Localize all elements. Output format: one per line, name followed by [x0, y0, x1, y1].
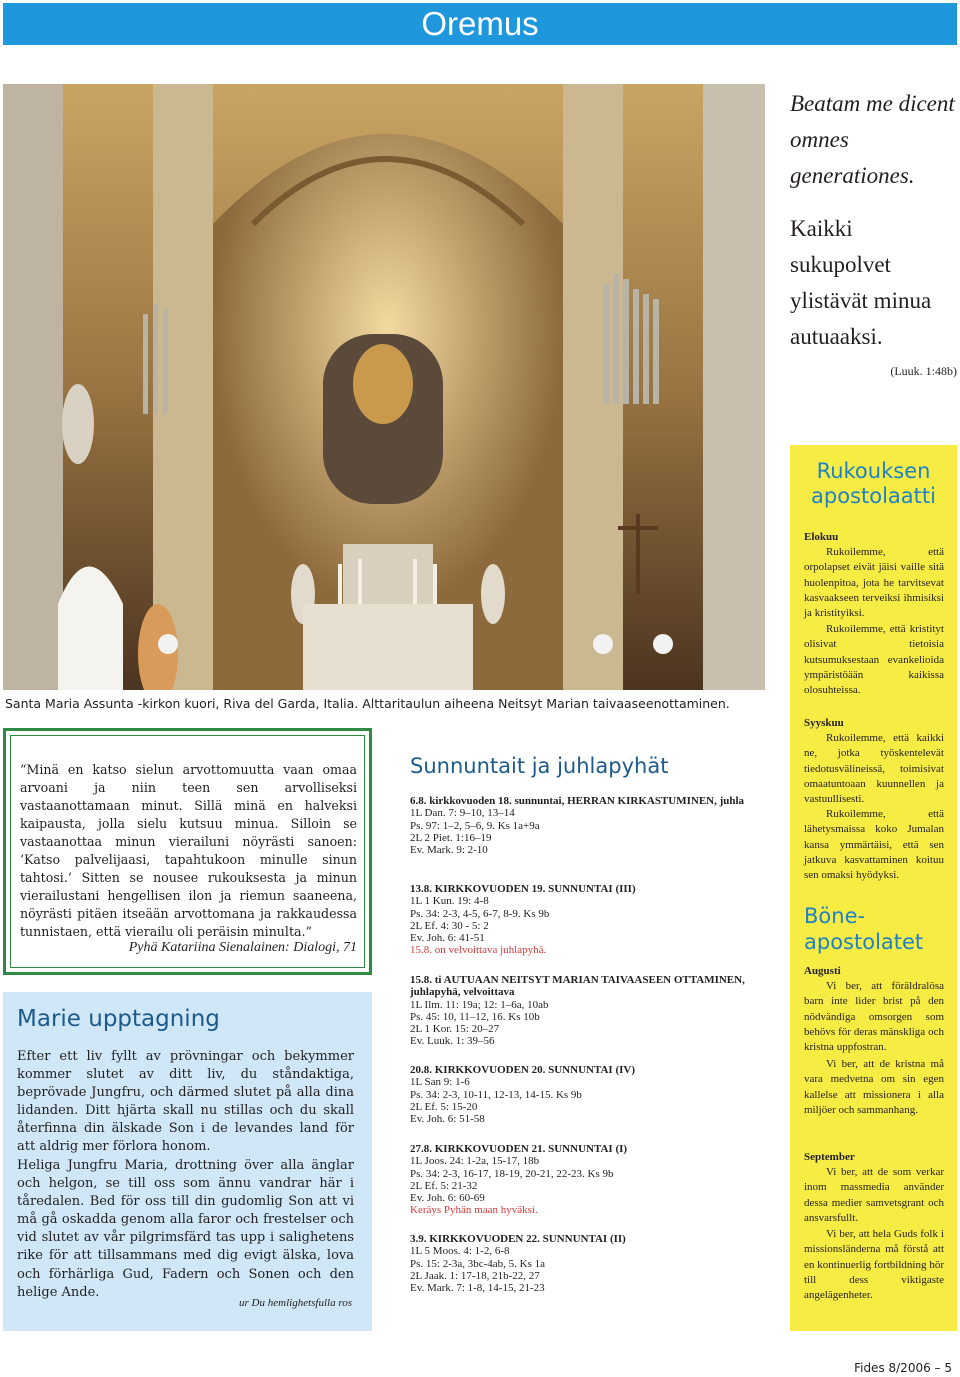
sidebar-paragraph: Rukoilemme, että orpolapset eivät jäisi vaille sitä huolenpitoa, jota he tarvitsevat kasvaakseen terveiksi ihmisiksi ja kristityiksi.	[804, 546, 944, 620]
reading-line: 2L Ef. 5: 15-20	[410, 1100, 478, 1113]
reading-line: Ev. Mark. 7: 1-8, 14-15, 21-23	[410, 1282, 545, 1295]
sunday-block	[410, 1143, 760, 1217]
sundays-title: Sunnuntait ja juhlapyhät	[410, 754, 669, 778]
reading-line: 2L Ef. 5: 21-32	[410, 1179, 478, 1192]
sunday-heading: 20.8. KIRKKOVUODEN 20. SUNNUNTAI (IV)	[410, 1064, 636, 1076]
sidebar-paragraph: Vi ber, att de som verkar inom massmedia använder dessa medier samvetsgrant och ansvarsfullt.	[804, 1166, 944, 1224]
sunday-note: 15.8. on velvoittava juhlapyhä.	[410, 944, 547, 957]
sunday-heading: 15.8. ti AUTUAAN NEITSYT MARIAN TAIVAASEEN OTTAMINEN, juhlapyhä, velvoittava	[410, 974, 745, 999]
quote-source: Pyhä Katariina Sienalainen: Dialogi, 71	[128, 940, 357, 955]
reading-line: 1L 5 Moos. 4: 1-2, 6-8	[410, 1245, 510, 1258]
reading-line: 2L Ef. 4: 30 - 5: 2	[410, 919, 489, 932]
reading-line: Ps. 34: 2-3, 4-5, 6-7, 8-9. Ks 9b	[410, 907, 550, 920]
sidebar-paragraph: Vi ber, att de kristna må vara medvetna om sin egen kallelse att missionera i alla miljöer och sammanhang.	[804, 1058, 944, 1116]
reading-line: 2L Jaak. 1: 17-18, 21b-22, 27	[410, 1269, 540, 1282]
sunday-block	[410, 1064, 760, 1125]
prayer-sidebar	[790, 445, 957, 1331]
reading-line: Ev. Luuk. 1: 39–56	[410, 1035, 495, 1048]
sunday-heading: 27.8. KIRKKOVUODEN 21. SUNNUNTAI (I)	[410, 1143, 628, 1155]
month-heading: Syyskuu	[804, 717, 844, 729]
sidebar-paragraph: Vi ber, att föräldralösa barn inte lider brist på den nödvändiga omsorgen som behövs för deras mänskliga och kristna uppfostran.	[804, 980, 944, 1054]
quote-text: “Minä en katso sielun arvottomuutta vaan omaa arvoani ja niin teen sen arvolliseksi vastaanottamaan minut. Sillä minä en halveksi kaipausta, jolla sielu kutsuu minua. Silloin se vastaanottaa minun vierailuni nöyrästi sanoen: ‘Katso palvelijaasi, tapahtukoon minulle sinun tahtosi.’ Sitten se nousee rukouksesta ja minun vierailustani hengellisen ilon ja riemun saaneena, nöyrästi pitäen itseään arvottomana ja rakkaudessa tunnistaen, että vierailu oli peräisin minulta.”	[20, 762, 357, 939]
reading-line: Ev. Joh. 6: 41-51	[410, 932, 485, 945]
sidebar-title-sv: Böne-apostolatet	[804, 904, 924, 954]
reading-line: 1L 1 Kun. 19: 4-8	[410, 895, 489, 908]
marie-paragraph: Heliga Jungfru Maria, drottning över alla änglar och helgon, se till oss som ännu vandrar här i tåredalen. Bed för oss till din gudomlig Son att vi må gå oskadda genom alla faror och frestelser och vid slutet av vår pilgrimsfärd tas upp i salighetens rike för att tillsammans med dig evigt älska, lova och förhärliga Gud, Fadern och Sonen och den helige Ande.	[17, 1158, 354, 1300]
reading-line: 1L San 9: 1-6	[410, 1076, 470, 1089]
month-heading: September	[804, 1151, 855, 1163]
reading-line: Ev. Joh. 6: 51-58	[410, 1113, 485, 1126]
month-heading: Elokuu	[804, 531, 839, 543]
quote-reference: (Luuk. 1:48b)	[890, 364, 957, 378]
latin-quote: Beatam me dicent omnes generationes.	[790, 91, 955, 188]
reading-line: Ps. 97: 1–2, 5–6, 9. Ks 1a+9a	[410, 819, 540, 832]
marie-source: ur Du hemlighetsfulla ros	[239, 1297, 352, 1309]
sunday-heading: 3.9. KIRKKOVUODEN 22. SUNNUNTAI (II)	[410, 1233, 626, 1245]
church-photo	[3, 84, 765, 690]
sidebar-title-fi: Rukouksen apostolaatti	[811, 459, 936, 508]
sidebar-paragraph: Rukoilemme, että kaikki ne, jotka työskentelevät tiedotusvälineissä, toimisivat omaatuntoaan kuunnellen ja vastuullisesti.	[804, 732, 944, 806]
reading-line: 2L 2 Piet. 1:16–19	[410, 831, 492, 844]
reading-line: 1L Joos. 24: 1-2a, 15-17, 18b	[410, 1155, 540, 1168]
sunday-block	[410, 1233, 760, 1294]
finnish-quote: Kaikki sukupolvet ylistävät minua autuaaksi.	[790, 216, 932, 349]
month-heading: Augusti	[804, 965, 841, 977]
sunday-block	[410, 974, 760, 1048]
photo-caption: Santa Maria Assunta -kirkon kuori, Riva del Garda, Italia. Alttaritaulun aiheena Neitsyt Marian taivaaseenottaminen.	[5, 696, 730, 711]
quote-box	[3, 728, 372, 975]
header-banner	[3, 3, 957, 45]
sunday-block	[410, 883, 760, 957]
reading-line: Ev. Mark. 9: 2-10	[410, 844, 488, 857]
sunday-heading: 6.8. kirkkovuoden 18. sunnuntai, HERRAN KIRKASTUMINEN, juhla	[410, 795, 745, 807]
sunday-heading: 13.8. KIRKKOVUODEN 19. SUNNUNTAI (III)	[410, 883, 636, 895]
reading-line: 2L 1 Kor. 15: 20–27	[410, 1023, 500, 1036]
page-footer: Fides 8/2006 – 5	[854, 1361, 952, 1375]
marie-title: Marie upptagning	[17, 1006, 220, 1032]
sunday-block	[410, 795, 760, 856]
sidebar-paragraph: Rukoilemme, että kristityt olisivat tietoisia kutsumuksestaan evankelioida ympäristöään kaikissa olosuhteissa.	[804, 623, 944, 697]
reading-line: Ps. 15: 2-3a, 3bc-4ab, 5. Ks 1a	[410, 1257, 546, 1270]
reading-line: 1L Dan. 7: 9–10, 13–14	[410, 807, 515, 820]
sidebar-paragraph: Vi ber, att hela Guds folk i missionsländerna må förstå att en kontinuerlig fortbildning hör till dess viktigaste angelägenheter.	[804, 1228, 944, 1302]
reading-line: 1L Ilm. 11: 19a; 12: 1–6a, 10ab	[410, 998, 549, 1011]
sunday-note: Keräys Pyhän maan hyväksi.	[410, 1204, 538, 1217]
marie-paragraph: Efter ett liv fyllt av prövningar och bekymmer kommer slutet av ditt liv, du ståndaktiga, beprövade Jungfru, och därmed slutet på alla dina lidanden. Ditt hjärta skall nu stillas och du skall återfinna din älskade Son i de levandes land för att aldrig mer förlora honom.	[17, 1049, 354, 1155]
reading-line: Ps. 45: 10, 11–12, 16. Ks 10b	[410, 1010, 540, 1023]
reading-line: Ps. 34: 2-3, 10-11, 12-13, 14-15. Ks 9b	[410, 1088, 582, 1101]
reading-line: Ev. Joh. 6: 60-69	[410, 1192, 485, 1205]
header-title: Oremus	[421, 5, 539, 42]
sidebar-paragraph: Rukoilemme, että lähetysmaissa koko Jumalan kansa ymmärtäisi, että sen jatkuva kasvattaminen koituu sen omaksi hyödyksi.	[804, 808, 944, 882]
reading-line: Ps. 34: 2-3, 16-17, 18-19, 20-21, 22-23. Ks 9b	[410, 1167, 614, 1180]
